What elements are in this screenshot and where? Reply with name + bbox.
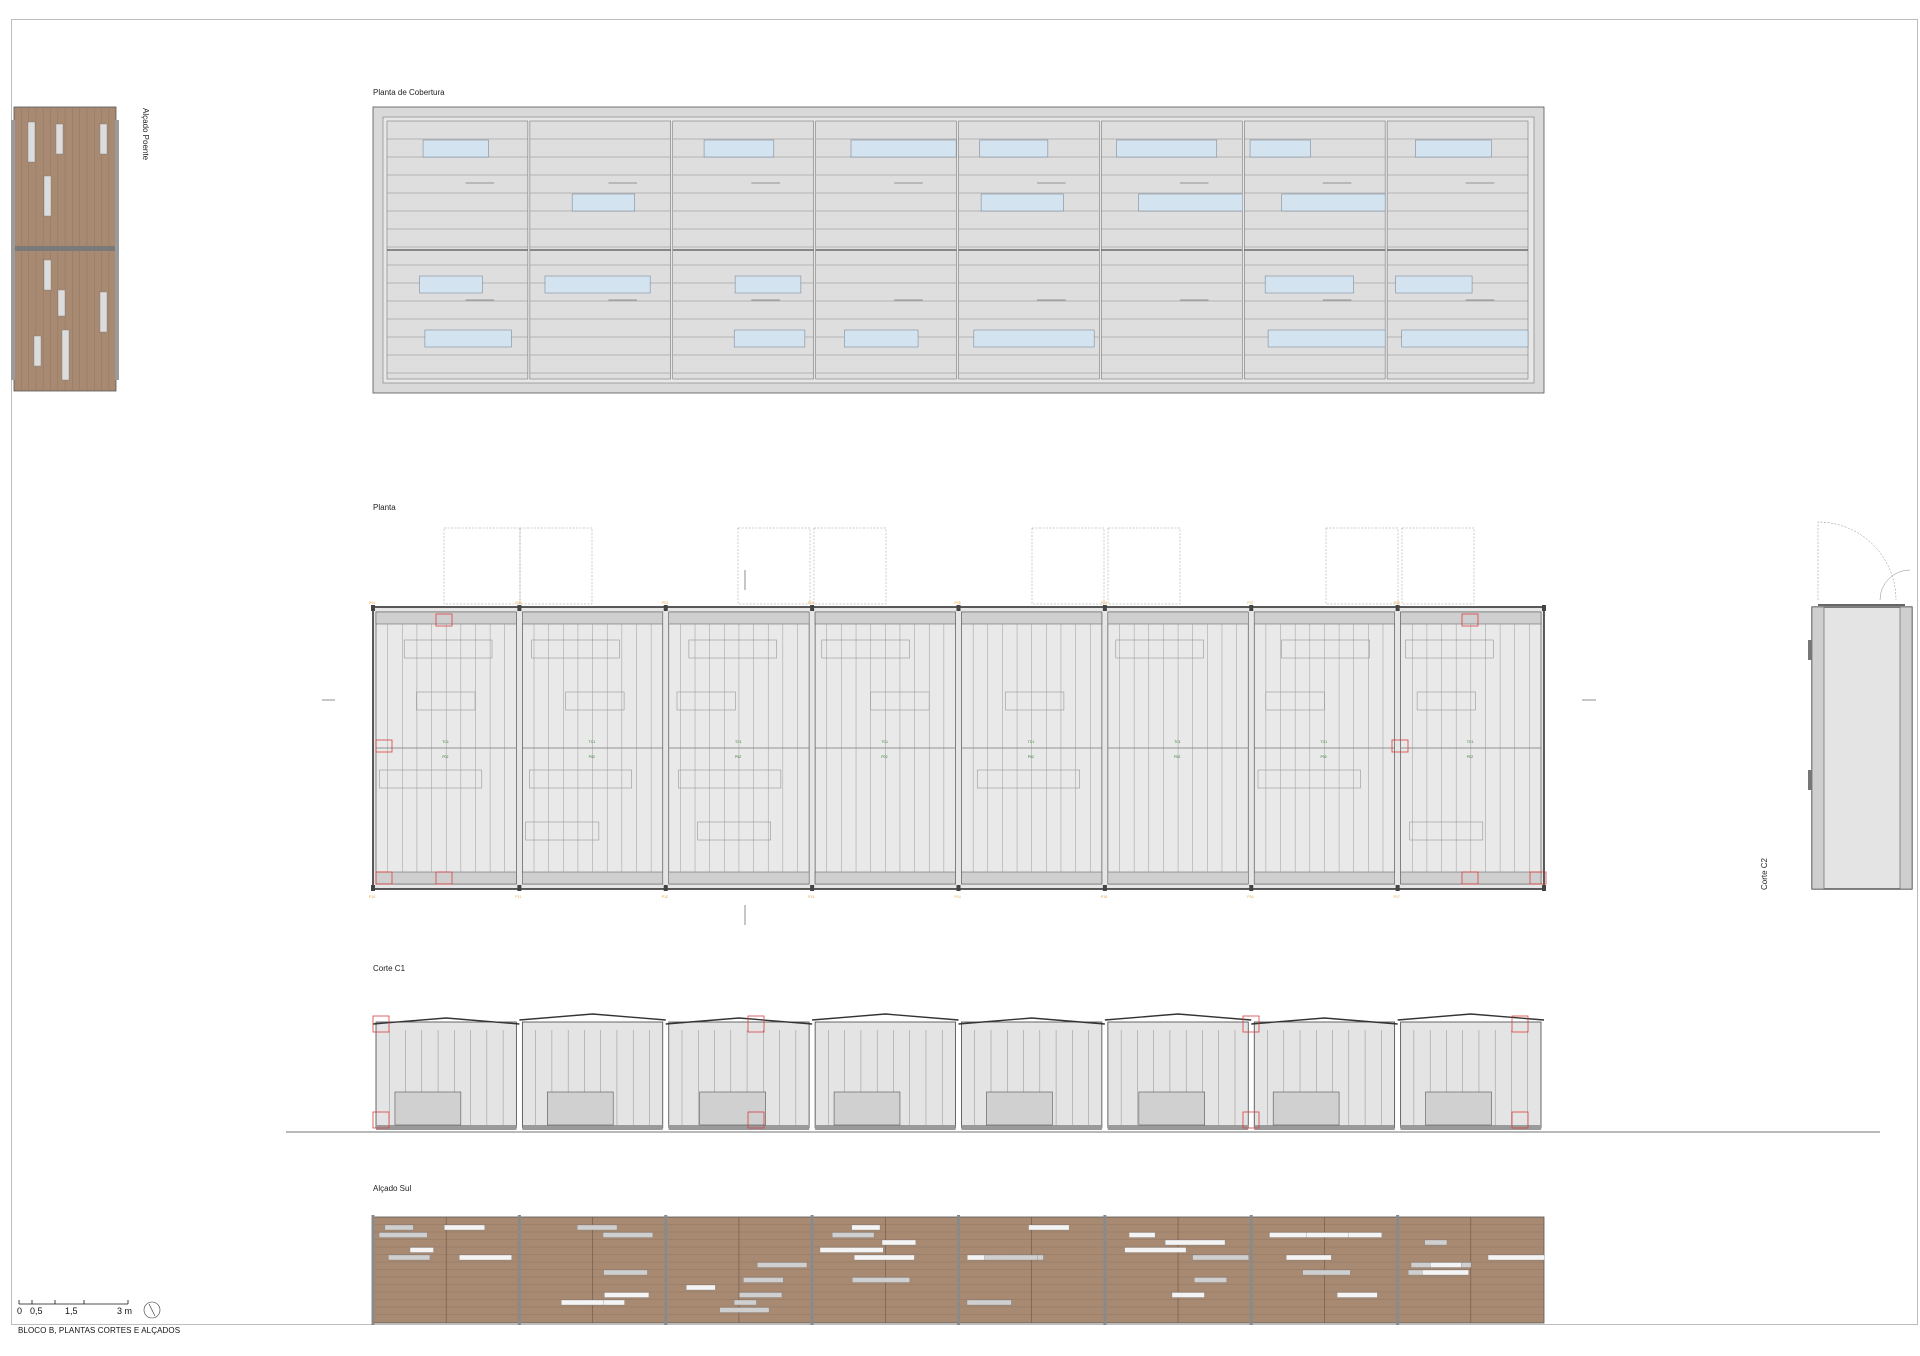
elevation-window-slot [1193, 1255, 1249, 1260]
wall-band-bottom [669, 872, 809, 884]
elevation-column [664, 1215, 667, 1325]
elevation-window-slot [734, 1300, 756, 1305]
floor-plan [322, 528, 1596, 925]
skylight [572, 194, 635, 211]
sheet-caption: BLOCO B, PLANTAS CORTES E ALÇADOS [18, 1326, 181, 1335]
module-tag: P02 [734, 755, 742, 759]
column [1542, 885, 1546, 891]
elevation-window-slot [686, 1285, 715, 1290]
skylight [844, 330, 918, 347]
column [1249, 885, 1253, 891]
section-c1-title: Corte C1 [373, 964, 406, 973]
elevation-column [811, 1215, 814, 1325]
grid-marker: P03 [661, 601, 668, 605]
column [1542, 605, 1546, 611]
roof-plan [373, 107, 1544, 393]
elevation-window-slot [1029, 1225, 1070, 1230]
section-opening [1139, 1092, 1205, 1125]
section-floor-slab [1108, 1125, 1248, 1130]
door-clearance [520, 528, 592, 604]
door-clearance [738, 528, 810, 604]
elevation-window-slot [1125, 1248, 1186, 1253]
elevation-window-slot [832, 1233, 874, 1238]
skylight [1396, 276, 1472, 293]
scale-label-05: 0,5 [30, 1306, 43, 1316]
wall-band-top [1108, 612, 1248, 624]
grid-marker: P16 [1247, 895, 1254, 899]
column [664, 605, 668, 611]
column [517, 605, 521, 611]
c2-fixture [1808, 770, 1812, 790]
skylight [423, 140, 488, 157]
elevation-window-slot [1303, 1270, 1350, 1275]
c2-door-swing [1818, 522, 1896, 600]
grid-marker: P02 [515, 601, 522, 605]
c2-wall [1900, 607, 1912, 889]
section-floor-slab [1401, 1125, 1541, 1130]
elevation-window-slot [1422, 1270, 1468, 1275]
door-clearance [1326, 528, 1398, 604]
column [371, 885, 375, 891]
column [1396, 885, 1400, 891]
wall-band-bottom [815, 872, 955, 884]
wall-band-bottom [1108, 872, 1248, 884]
wall-band-bottom [376, 872, 516, 884]
module-tag: TC1 [1466, 740, 1474, 744]
column [1103, 605, 1107, 611]
elevation-column [957, 1215, 960, 1325]
skylight [1402, 330, 1528, 347]
section-roof [1398, 1014, 1544, 1020]
east-window-slot [34, 336, 41, 366]
skylight [1265, 276, 1353, 293]
skylight [545, 276, 650, 293]
elevation-window-slot [561, 1300, 603, 1305]
east-window-slot [100, 124, 107, 154]
module-tag: P02 [1466, 755, 1474, 759]
east-window-slot [28, 122, 35, 162]
east-roof-edge [115, 120, 119, 380]
module-tag: P02 [588, 755, 595, 759]
column [1396, 605, 1400, 611]
section-opening [1426, 1092, 1492, 1125]
skylight [1138, 194, 1242, 211]
elevation-window-slot [1286, 1255, 1331, 1260]
scale-label-0: 0 [17, 1306, 23, 1316]
module-tag: TC1 [1320, 740, 1328, 744]
section-roof [812, 1014, 958, 1020]
skylight [1268, 330, 1385, 347]
elevation-window-slot [444, 1225, 484, 1230]
section-c2-title: Corte C2 [1760, 857, 1769, 890]
section-c1 [286, 1014, 1880, 1132]
floor-plan-title: Planta [373, 503, 396, 512]
elevation-window-slot [967, 1300, 1011, 1305]
module-tag: P02 [1320, 755, 1327, 759]
east-mid-band [14, 246, 116, 251]
door-clearance [814, 528, 886, 604]
skylight [1415, 140, 1491, 157]
grid-marker: P11 [515, 895, 522, 899]
c2-door-swing [1880, 570, 1910, 600]
south-elevation-title: Alçado Sul [373, 1184, 412, 1193]
elevation-window-slot [604, 1270, 648, 1275]
grid-marker: P13 [808, 895, 815, 899]
elevation-window-slot [1129, 1233, 1155, 1238]
wall-band-bottom [1254, 872, 1394, 884]
elevation-column [518, 1215, 521, 1325]
column [957, 885, 961, 891]
column [810, 605, 814, 611]
east-window-slot [100, 292, 107, 332]
module-tag: TC1 [588, 740, 596, 744]
elevation-window-slot [882, 1240, 916, 1245]
module-tag: P02 [881, 755, 888, 759]
elevation-window-slot [1425, 1240, 1447, 1245]
column [810, 885, 814, 891]
skylight [1250, 140, 1311, 157]
door-clearance [1108, 528, 1180, 604]
skylight [425, 330, 511, 347]
elevation-window-slot [852, 1225, 880, 1230]
section-roof [519, 1014, 665, 1020]
wall-band-top [815, 612, 955, 624]
module-tag: P02 [1027, 755, 1034, 759]
module-tag: TC1 [1027, 740, 1035, 744]
section-opening [547, 1092, 613, 1125]
elevation-window-slot [852, 1278, 909, 1283]
elevation-column [372, 1215, 375, 1325]
elevation-column [1396, 1215, 1399, 1325]
elevation-window-slot [388, 1255, 430, 1260]
wall-band-top [1254, 612, 1394, 624]
elevation-window-slot [410, 1248, 433, 1253]
elevation-window-slot [739, 1293, 782, 1298]
module-tag: TC1 [1174, 740, 1181, 744]
door-clearance [1402, 528, 1474, 604]
elevation-window-slot [385, 1225, 413, 1230]
elevation-window-slot [604, 1293, 649, 1298]
elevation-window-slot [577, 1225, 617, 1230]
elevation-column [1103, 1215, 1106, 1325]
elevation-window-slot [720, 1308, 769, 1313]
grid-marker: P14 [954, 895, 961, 899]
module-tag: P02 [442, 755, 449, 759]
elevation-window-slot [459, 1255, 511, 1260]
door-clearance [444, 528, 520, 604]
wall-band-bottom [522, 872, 662, 884]
east-window-slot [44, 260, 51, 290]
east-window-slot [62, 330, 69, 380]
column [957, 605, 961, 611]
skylight [704, 140, 774, 157]
skylight [851, 140, 956, 157]
east-elevation-title: Alçado Poente [141, 108, 150, 161]
grid-marker: P07 [1247, 601, 1254, 605]
grid-marker: P01 [369, 601, 376, 605]
column [1249, 605, 1253, 611]
grid-marker: P04 [808, 601, 815, 605]
module-tag: TC1 [881, 740, 888, 744]
east-roof-edge [11, 120, 15, 380]
north-arrow-needle [149, 1304, 155, 1316]
section-opening [834, 1092, 900, 1125]
skylight [981, 194, 1063, 211]
column [371, 605, 375, 611]
elevation-window-slot [1430, 1263, 1461, 1268]
elevation-window-slot [1194, 1278, 1226, 1283]
grid-marker: P06 [1100, 601, 1108, 605]
module-tag: P02 [1174, 755, 1181, 759]
grid-marker: P10 [369, 895, 376, 899]
skylight [1282, 194, 1385, 211]
scale-label-3m: 3 m [117, 1306, 133, 1316]
module-tag: TC1 [442, 740, 449, 744]
section-floor-slab [376, 1125, 516, 1130]
wall-band-top [522, 612, 662, 624]
east-window-slot [56, 124, 63, 154]
elevation-window-slot [603, 1233, 653, 1238]
east-window-slot [44, 176, 51, 216]
grid-marker: P15 [1100, 895, 1108, 899]
elevation-column [1250, 1215, 1253, 1325]
east-elevation [11, 107, 119, 391]
grid-marker: P17 [1393, 895, 1400, 899]
elevation-window-slot [1488, 1255, 1545, 1260]
section-floor-slab [815, 1125, 955, 1130]
section-floor-slab [669, 1125, 809, 1130]
elevation-window-slot [985, 1255, 1038, 1260]
wall-band-bottom [1401, 872, 1541, 884]
section-c2 [1808, 522, 1912, 889]
elevation-window-slot [1172, 1293, 1204, 1298]
east-window-slot [58, 290, 65, 316]
column [1103, 885, 1107, 891]
elevation-window-slot [757, 1263, 807, 1268]
roof-plan-title: Planta de Cobertura [373, 88, 445, 97]
section-floor-slab [1254, 1125, 1394, 1130]
grid-marker: P12 [661, 895, 668, 899]
module-tag: TC1 [734, 740, 742, 744]
skylight [735, 276, 801, 293]
elevation-window-slot [820, 1248, 883, 1253]
section-opening [1273, 1092, 1339, 1125]
scale-label-15: 1,5 [65, 1306, 78, 1316]
column [664, 885, 668, 891]
elevation-window-slot [379, 1233, 427, 1238]
south-elevation [372, 1215, 1545, 1325]
elevation-window-slot [1165, 1240, 1225, 1245]
skylight [1117, 140, 1217, 157]
section-opening [986, 1092, 1052, 1125]
c2-fixture [1808, 640, 1812, 660]
door-clearance [1032, 528, 1104, 604]
skylight [420, 276, 483, 293]
wall-band-top [962, 612, 1102, 624]
wall-band-top [669, 612, 809, 624]
section-opening [700, 1092, 766, 1125]
skylight [974, 330, 1094, 347]
skylight [980, 140, 1048, 157]
section-roof [1105, 1014, 1251, 1020]
elevation-window-slot [854, 1255, 914, 1260]
elevation-window-slot [1337, 1293, 1377, 1298]
column [517, 885, 521, 891]
section-floor-slab [522, 1125, 662, 1130]
elevation-window-slot [1269, 1233, 1306, 1238]
grid-marker: P05 [954, 601, 961, 605]
c2-wall [1812, 607, 1824, 889]
elevation-window-slot [743, 1278, 783, 1283]
c2-body [1812, 607, 1912, 889]
section-opening [395, 1092, 461, 1125]
section-floor-slab [962, 1125, 1102, 1130]
wall-band-bottom [962, 872, 1102, 884]
grid-marker: P08 [1393, 601, 1400, 605]
skylight [734, 330, 805, 347]
